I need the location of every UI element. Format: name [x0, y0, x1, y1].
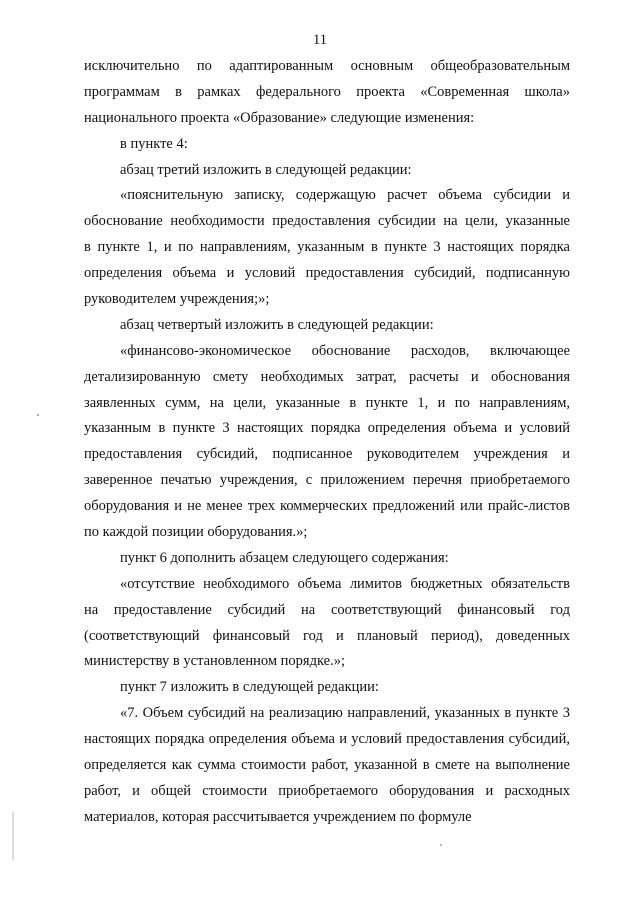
text-line: «отсутствие необходимого объема лимитов бюджетных обязательств [120, 575, 570, 592]
text-line: в пункте 4: [120, 135, 188, 152]
text-line: оборудования и не менее трех коммерческих предложений или прайс-листов [84, 498, 570, 515]
text-line: работ, и общей стоимости приобретаемого оборудования и расходных [84, 782, 570, 799]
text-line: (соответствующий финансовый год и плановый период), доведенных [84, 627, 570, 644]
text-line: руководителем учреждения;»; [84, 291, 270, 308]
paragraph-financial-justification [84, 339, 570, 546]
paragraph-subsidy-volume [84, 701, 570, 830]
text-line: предоставления субсидий, подписанное руководителем учреждения и [84, 446, 570, 463]
text-line: пункт 7 изложить в следующей редакции: [120, 679, 379, 696]
text-line: определяется как сумма стоимости работ, указанной в смете на выполнение [84, 757, 570, 774]
paragraph-third-clause [84, 158, 570, 184]
text-line: министерству в установленном порядке.»; [84, 653, 345, 670]
paragraph-budget-limits [84, 572, 570, 676]
paragraph-point-4 [84, 132, 570, 158]
text-line: на предоставление субсидий на соответствующий финансовый год [84, 601, 570, 618]
text-line: детализированную смету необходимых затрат, расчеты и обоснования [84, 368, 570, 385]
paragraph-continuation [84, 54, 570, 132]
text-line: исключительно по адаптированным основным общеобразовательным [84, 58, 570, 74]
text-line: «финансово-экономическое обоснование расходов, включающее [120, 342, 570, 359]
text-line: обоснование необходимости предоставления субсидии на цели, указанные [84, 213, 570, 230]
text-line: программам в рамках федерального проекта «Современная школа» [84, 83, 570, 100]
text-line: абзац третий изложить в следующей редакции: [120, 161, 412, 178]
text-line: настоящих порядка определения объема и условий предоставления субсидий, [84, 731, 570, 748]
text-line: пункт 6 дополнить абзацем следующего содержания: [120, 549, 449, 566]
paragraph-explanatory-note [84, 183, 570, 312]
page-number: 11 [313, 32, 327, 48]
text-line: указанным в пункте 3 настоящих порядка определения объема и условий [84, 420, 570, 437]
text-line: материалов, которая рассчитывается учреждением по формуле [84, 808, 472, 825]
text-line: национального проекта «Образование» следующие изменения: [84, 109, 475, 126]
text-line: заявленных сумм, на цели, указанные в пункте 1, и по направлениям, [84, 394, 570, 411]
text-line: заверенное печатью учреждения, с приложением перечня приобретаемого [84, 472, 570, 489]
text-line: в пункте 1, и по направлениям, указанным в пункте 3 настоящих порядка [84, 239, 570, 256]
text-line: абзац четвертый изложить в следующей редакции: [120, 316, 434, 333]
text-line: «пояснительную записку, содержащую расчет объема субсидии и [120, 187, 570, 204]
scan-edge-mark [12, 812, 14, 860]
text-line: определения объема и условий предоставления субсидий, подписанную [84, 265, 570, 282]
paragraph-fourth-clause [84, 313, 570, 339]
paragraph-point-7 [84, 675, 570, 701]
document-body [84, 54, 570, 831]
paragraph-point-6 [84, 546, 570, 572]
scan-speck [37, 414, 39, 416]
scan-speck [440, 844, 442, 846]
text-line: по каждой позиции оборудования.»; [84, 524, 308, 541]
text-line: «7. Объем субсидий на реализацию направлений, указанных в пункте 3 [120, 705, 570, 722]
